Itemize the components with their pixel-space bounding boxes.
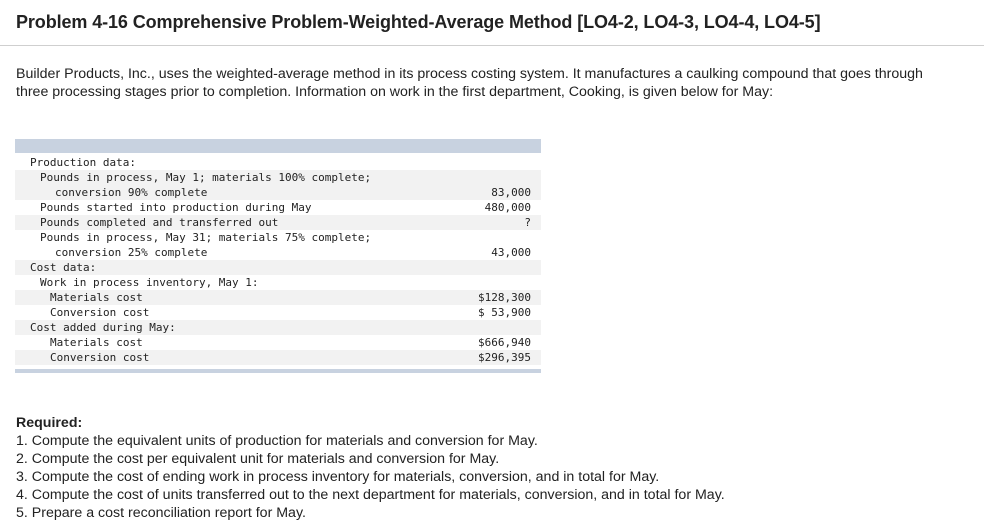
row-label: Materials cost: [50, 336, 143, 349]
required-heading: Required:: [16, 415, 83, 431]
row-value: 83,000: [491, 186, 531, 199]
required-section: [16, 414, 725, 522]
required-item: 1. Compute the equivalent units of production for materials and conversion for May.: [16, 433, 538, 449]
table-row: [15, 275, 541, 290]
row-label: Cost added during May:: [30, 321, 176, 334]
table-row: [15, 290, 541, 305]
row-label: Pounds in process, May 1; materials 100% complete;: [40, 171, 372, 184]
table-footer-bar: [15, 369, 541, 373]
table-row: [15, 200, 541, 215]
row-label: Materials cost: [50, 291, 143, 304]
table-row: [15, 170, 541, 185]
row-label: Cost data:: [30, 261, 97, 274]
required-item: 2. Compute the cost per equivalent unit for materials and conversion for May.: [16, 451, 500, 467]
table-row: [15, 260, 541, 275]
row-label: Pounds completed and transferred out: [40, 216, 279, 229]
production-cost-data-table: [15, 139, 541, 373]
table-row: [15, 245, 541, 260]
row-label: conversion 90% complete: [55, 186, 208, 199]
row-label: Pounds in process, May 31; materials 75% complete;: [40, 231, 372, 244]
table-header-bar: [15, 139, 541, 153]
table-row: [15, 320, 541, 335]
row-label: Production data:: [30, 156, 136, 169]
row-label: Conversion cost: [50, 306, 150, 319]
row-value: 43,000: [491, 246, 531, 259]
table-row: [15, 155, 541, 170]
row-label: Pounds started into production during May: [40, 201, 312, 214]
row-value: $ 53,900: [478, 306, 531, 319]
row-label: Conversion cost: [50, 351, 150, 364]
table-row: [15, 230, 541, 245]
row-value: $296,395: [478, 351, 531, 364]
problem-intro: Builder Products, Inc., uses the weighted-average method in its process costing system. It manufactures a caulking compound that goes through three processing stages prior to completion. Information on work in the first department, Cooking, is given below for May:: [16, 66, 923, 100]
table-row: [15, 335, 541, 350]
row-label: Work in process inventory, May 1:: [40, 276, 259, 289]
title-divider: [0, 45, 984, 46]
table-row: [15, 185, 541, 200]
row-label: conversion 25% complete: [55, 246, 208, 259]
required-item: 5. Prepare a cost reconciliation report for May.: [16, 505, 306, 521]
required-item: 4. Compute the cost of units transferred out to the next department for materials, conversion, and in total for May.: [16, 487, 725, 503]
row-value: 480,000: [484, 201, 531, 214]
row-value: $128,300: [478, 291, 531, 304]
table-body: [15, 153, 541, 365]
table-row: [15, 305, 541, 320]
table-row: [15, 350, 541, 365]
table-row: [15, 215, 541, 230]
problem-title: Problem 4-16 Comprehensive Problem-Weighted-Average Method [LO4-2, LO4-3, LO4-4, LO4-5]: [16, 12, 821, 32]
row-value: $666,940: [478, 336, 531, 349]
row-value: ?: [524, 216, 531, 229]
required-item: 3. Compute the cost of ending work in process inventory for materials, conversion, and in total for May.: [16, 469, 660, 485]
